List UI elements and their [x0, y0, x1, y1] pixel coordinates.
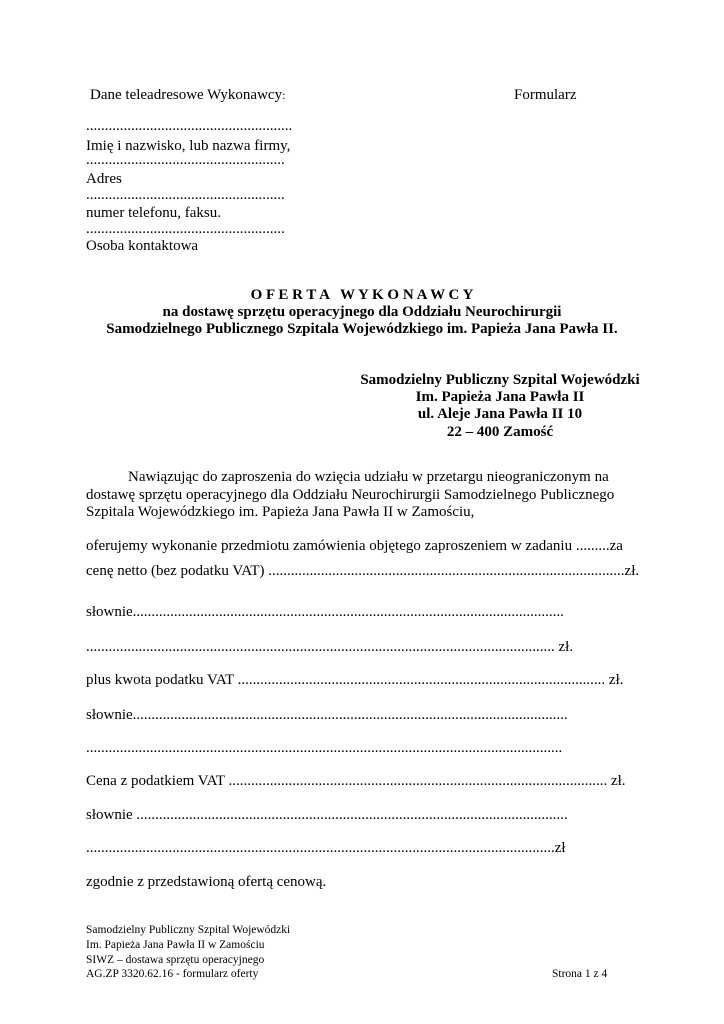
gross-price-words-cont: .............................................................................................................................zł: [86, 840, 566, 856]
vat-amount-line: plus kwota podatku VAT .................................................................................................. zł.: [86, 672, 624, 688]
addressee-line-1: Samodzielny Publiczny Szpital Wojewódzki: [360, 372, 640, 388]
offer-hospital-name: Samodzielnego Publicznego Szpitala Wojewódzkiego im. Papieża Jana Pawła II.: [106, 321, 618, 337]
addressee-line-2: Im. Papieża Jana Pawła II: [415, 389, 585, 405]
phone-dots: .....................................................: [86, 187, 285, 203]
intro-line-1: Nawiązując do zaproszenia do wzięcia udziału w przetargu nieograniczonym na: [128, 469, 609, 485]
name-field-label: Imię i nazwisko, lub nazwa firmy,: [86, 138, 291, 154]
footer-line-4: AG.ZP 3320.62.16 - formularz oferty: [86, 968, 259, 980]
footer-line-1: Samodzielny Publiczny Szpital Wojewódzki: [86, 924, 291, 936]
form-label: Formularz: [514, 87, 577, 103]
contact-person-dots: .....................................................: [86, 221, 285, 237]
footer-line-2: Im. Papieża Jana Pawła II w Zamościu: [86, 939, 265, 951]
address-dots: .....................................................: [86, 152, 285, 168]
offer-title: O F E R T A W Y K O N A W C Y: [250, 287, 474, 303]
net-price-words-cont: ............................................................................................................................. zł.: [86, 639, 574, 655]
contact-person-label: Osoba kontaktowa: [86, 238, 199, 254]
address-field-label: Adres: [86, 171, 122, 187]
offer-line: oferujemy wykonanie przedmiotu zamówienia objętego zaproszeniem w zadaniu .........za: [86, 538, 623, 554]
contractor-data-label: Dane teleadresowe Wykonawcy: [90, 87, 283, 103]
addressee-line-3: ul. Aleje Jana Pawła II 10: [417, 406, 583, 422]
contractor-data-colon: :: [282, 88, 286, 102]
vat-amount-words-cont: ...............................................................................................................................: [86, 740, 563, 756]
gross-price-line: Cena z podatkiem VAT ..................................................................................................... zł.: [86, 773, 626, 789]
gross-price-words: słownie ...................................................................................................................: [86, 807, 568, 823]
phone-field-label: numer telefonu, faksu.: [86, 205, 221, 221]
net-price-words: słownie...................................................................................................................: [86, 604, 564, 620]
intro-line-3: Szpitala Wojewódzkiego im. Papieża Jana Pawła II w Zamościu,: [86, 504, 475, 520]
closing-line: zgodnie z przedstawioną ofertą cenową.: [86, 874, 327, 890]
footer-line-3: SIWZ – dostawa sprzętu operacyjnego: [86, 954, 265, 966]
intro-line-2: dostawę sprzętu operacyjnego dla Oddziału Neurochirurgii Samodzielnego Publicznego: [86, 487, 615, 503]
addressee-line-4: 22 – 400 Zamość: [446, 424, 554, 440]
contractor-data-heading: [90, 87, 285, 104]
page-number: Strona 1 z 4: [552, 968, 608, 980]
vat-amount-words: słownie....................................................................................................................: [86, 707, 568, 723]
name-dots: .......................................................: [86, 118, 293, 134]
offer-subtitle: na dostawę sprzętu operacyjnego dla Oddziału Neurochirurgii: [162, 304, 562, 320]
net-price-line: cenę netto (bez podatku VAT) ...............................................................................................zł.: [86, 563, 640, 579]
